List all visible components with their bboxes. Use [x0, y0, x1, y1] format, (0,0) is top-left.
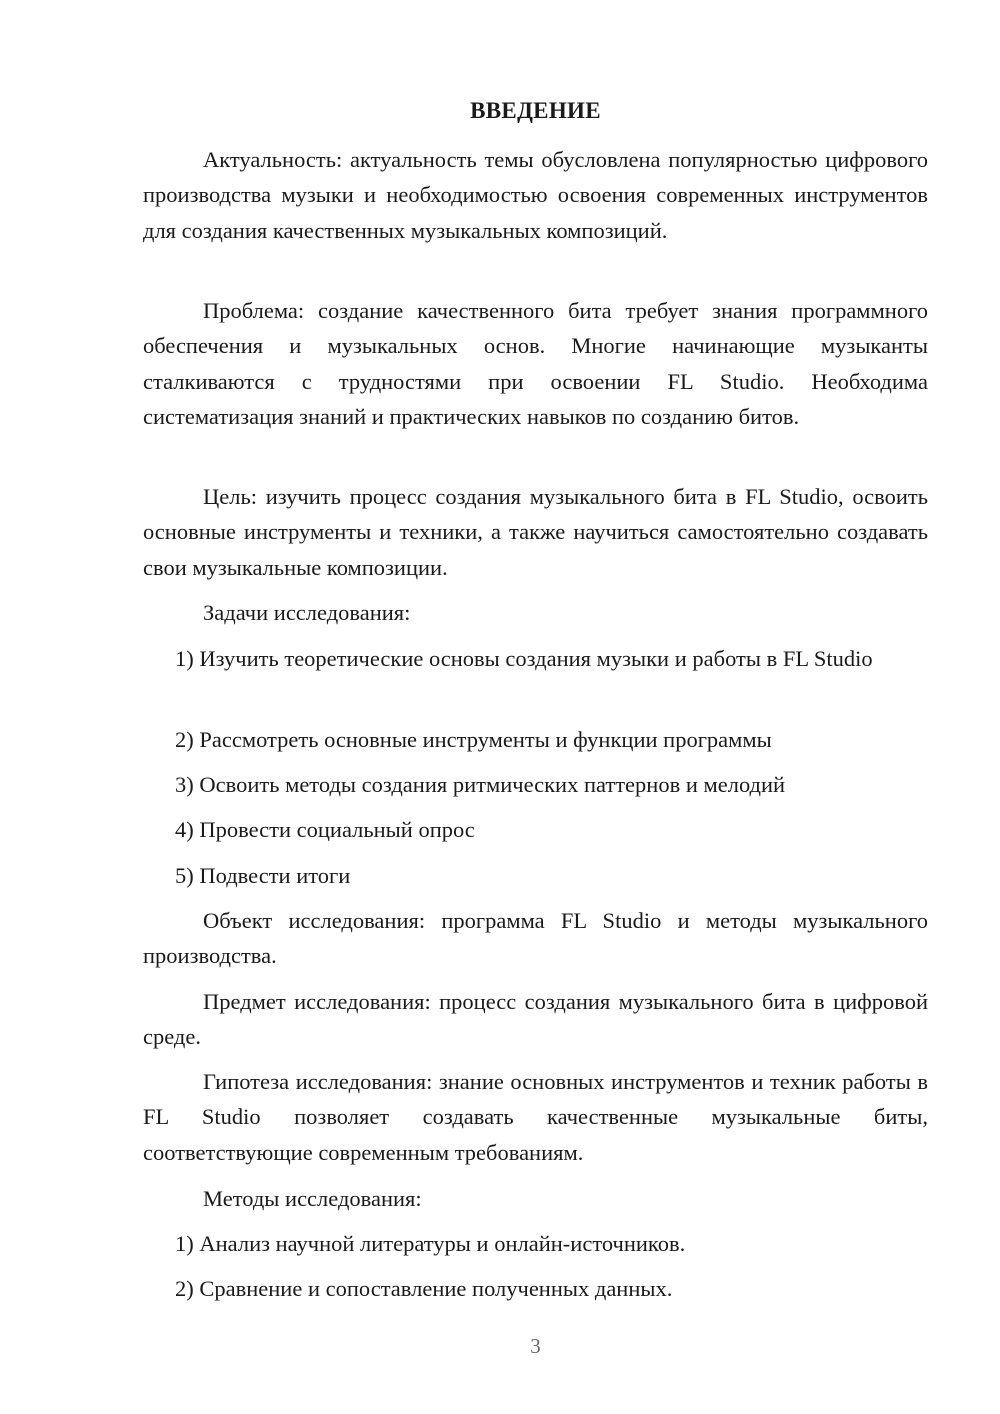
task-item: 1) Изучить теоретические основы создания музыки и работы в FL Studio [175, 646, 873, 671]
page-number: 3 [530, 1334, 541, 1358]
task-item: 4) Провести социальный опрос [175, 817, 475, 842]
tasks-heading: Задачи исследования: [203, 600, 411, 625]
paragraph-hypothesis: Гипотеза исследования: знание основных инструментов и техник работы в FL Studio позволяет создавать качественные музыкальные биты, соответствующие современным требованиям. [143, 1069, 928, 1165]
document-page [143, 0, 928, 1414]
paragraph-goal: Цель: изучить процесс создания музыкального бита в FL Studio, освоить основные инструменты и техники, а также научиться самостоятельно создавать свои музыкальные композиции. [143, 484, 928, 580]
paragraph-problem: Проблема: создание качественного бита требует знания программного обеспечения и музыкальных основ. Многие начинающие музыканты сталкиваются с трудностями при освоении FL Studio. Необходима систематизация знаний и практических навыков по созданию битов. [143, 298, 928, 429]
method-item: 2) Сравнение и сопоставление полученных данных. [175, 1276, 673, 1301]
task-item: 2) Рассмотреть основные инструменты и функции программы [175, 727, 772, 752]
paragraph-subject: Предмет исследования: процесс создания музыкального бита в цифровой среде. [143, 989, 928, 1050]
section-heading: ВВЕДЕНИЕ [470, 98, 601, 123]
methods-heading: Методы исследования: [203, 1186, 422, 1211]
task-item: 5) Подвести итоги [175, 863, 351, 888]
paragraph-object: Объект исследования: программа FL Studio и методы музыкального производства. [143, 908, 928, 969]
task-item: 3) Освоить методы создания ритмических паттернов и мелодий [175, 772, 786, 797]
method-item: 1) Анализ научной литературы и онлайн-источников. [175, 1231, 686, 1256]
paragraph-relevance: Актуальность: актуальность темы обусловлена популярностью цифрового производства музыки и необходимостью освоения современных инструментов для создания качественных музыкальных композиций. [143, 147, 928, 243]
